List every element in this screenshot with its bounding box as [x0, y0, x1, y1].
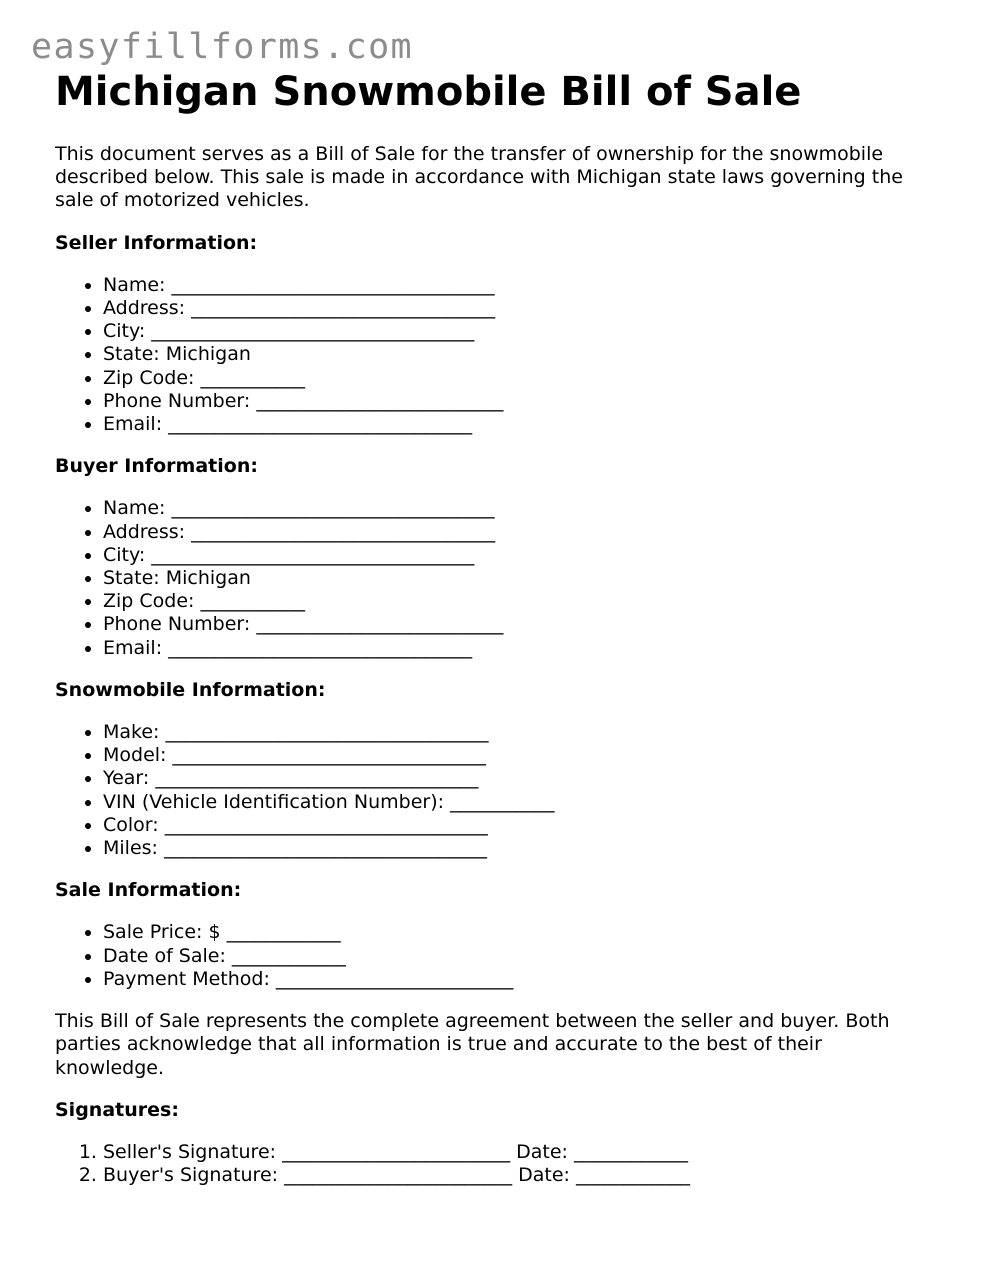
- seller-signature-line: 1. Seller's Signature: ________________________ Date: ____________: [103, 1141, 935, 1164]
- buyer-name-field: • Name: __________________________________: [103, 497, 935, 520]
- sale-date-field: • Date of Sale: ____________: [103, 945, 935, 968]
- buyer-city-field: • City: __________________________________: [103, 544, 935, 567]
- buyer-state-field: • State: Michigan: [103, 567, 935, 590]
- seller-name-field: • Name: __________________________________: [103, 274, 935, 297]
- seller-email-field: • Email: ________________________________: [103, 413, 935, 436]
- snowmobile-fields: [55, 721, 935, 860]
- buyer-address-field: • Address: ________________________________: [103, 521, 935, 544]
- sale-fields: [55, 921, 935, 991]
- buyer-signature-line: 2. Buyer's Signature: ________________________ Date: ____________: [103, 1164, 935, 1187]
- snowmobile-miles-field: • Miles: __________________________________: [103, 837, 935, 860]
- seller-phone-field: • Phone Number: __________________________: [103, 390, 935, 413]
- snowmobile-heading: Snowmobile Information:: [55, 678, 326, 701]
- seller-city-field: • City: __________________________________: [103, 320, 935, 343]
- buyer-phone-field: • Phone Number: __________________________: [103, 613, 935, 636]
- snowmobile-make-field: • Make: __________________________________: [103, 721, 935, 744]
- buyer-zip-field: • Zip Code: ___________: [103, 590, 935, 613]
- payment-method-field: • Payment Method: _________________________: [103, 968, 935, 991]
- sale-heading: Sale Information:: [55, 879, 242, 902]
- snowmobile-color-field: • Color: __________________________________: [103, 814, 935, 837]
- snowmobile-model-field: • Model: _________________________________: [103, 744, 935, 767]
- buyer-heading: Buyer Information:: [55, 455, 258, 478]
- seller-state-field: • State: Michigan: [103, 343, 935, 366]
- buyer-fields: [55, 497, 935, 659]
- closing-paragraph: This Bill of Sale represents the complete agreement between the seller and buyer. Both parties acknowledge that all information is true and accurate to the best of their knowledge.: [55, 1010, 890, 1079]
- intro-paragraph: This document serves as a Bill of Sale for the transfer of ownership for the snowmobile described below. This sale is made in accordance with Michigan state laws governing the sale of motorized vehicles.: [55, 143, 903, 212]
- document-body: [55, 143, 935, 1206]
- signatures-heading: Signatures:: [55, 1098, 179, 1121]
- signature-list: [55, 1141, 935, 1187]
- sale-price-field: • Sale Price: $ ____________: [103, 921, 935, 944]
- snowmobile-year-field: • Year: __________________________________: [103, 767, 935, 790]
- seller-address-field: • Address: ________________________________: [103, 297, 935, 320]
- watermark: easyfillforms.com: [31, 27, 414, 67]
- seller-heading: Seller Information:: [55, 231, 258, 254]
- seller-zip-field: • Zip Code: ___________: [103, 367, 935, 390]
- document-title: Michigan Snowmobile Bill of Sale: [55, 69, 802, 115]
- seller-fields: [55, 274, 935, 436]
- snowmobile-vin-field: • VIN (Vehicle Identification Number): ___________: [103, 791, 935, 814]
- buyer-email-field: • Email: ________________________________: [103, 637, 935, 660]
